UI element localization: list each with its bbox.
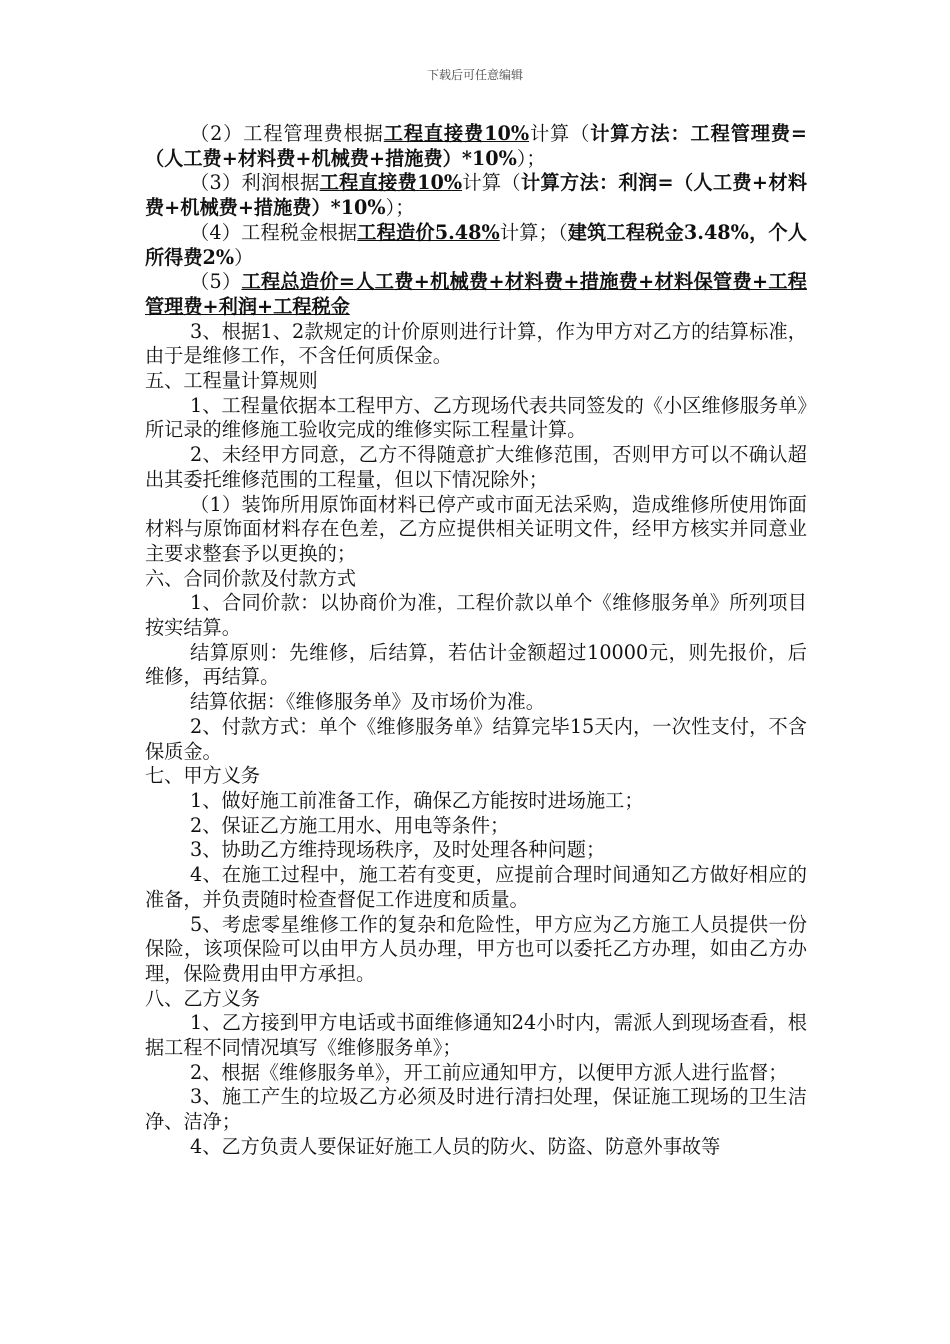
text-run: 工程直接费10% [383,122,530,145]
text-run: 5、考虑零星维修工作的复杂和危险性，甲方应为乙方施工人员提供一份保险，该项保险可以由甲方人员办理，甲方也可以委托乙方办理，如由乙方办理，保险费用由甲方承担。 [145,912,807,985]
text-run: ）； [385,196,415,220]
page-header: 下载后可任意编辑 [426,68,523,82]
paragraph [145,814,807,839]
text-run: ） [234,245,254,269]
paragraph [145,443,807,492]
text-run: 1、乙方接到甲方电话或书面维修通知24小时内，需派人到现场查看，根据工程不同情况填写《维修服务单》； [145,1011,807,1060]
text-run: 1、合同价款：以协商价为准，工程价款以单个《维修服务单》所列项目按实结算。 [145,591,807,640]
text-run: （4）工程税金根据 [190,220,358,244]
paragraph [145,171,807,220]
text-run: 计算；（ [499,220,568,244]
text-run: 计算方法：工程管理费=（人工费+材料费+机械费+措施费）*10% [145,122,808,170]
text-run: 2、根据《维修服务单》，开工前应通知甲方，以便甲方派人进行监督； [190,1060,788,1084]
text-run: （1）装饰所用原饰面材料已停产或市面无法采购，造成维修所使用饰面材料与原饰面材料存在色差，乙方应提供相关证明文件，经甲方核实并同意业主要求整套予以更换的； [145,492,807,565]
paragraph [145,838,807,863]
paragraph [145,394,807,443]
text-run: 结算依据：《维修服务单》及市场价为准。 [190,690,545,714]
text-run: 建筑工程税金3.48%，个人所得费2% [145,220,807,269]
paragraph [145,1085,807,1134]
paragraph [145,493,807,567]
section-heading [145,987,807,1012]
paragraph [145,1011,807,1060]
paragraph [145,270,807,319]
text-run: 1、做好施工前准备工作，确保乙方能按时进场施工； [190,788,644,812]
paragraph [145,1061,807,1086]
text-run: 工程直接费10% [319,171,463,195]
text-run: 计算（ [529,122,591,145]
text-run: 八、乙方义务 [145,986,261,1010]
paragraph [145,641,807,690]
text-run: 六、合同价款及付款方式 [145,566,357,590]
text-run: 3、施工产生的垃圾乙方必须及时进行清扫处理，保证施工现场的卫生洁净、洁净； [145,1085,807,1134]
paragraph [145,789,807,814]
text-run: 3、协助乙方维持现场秩序，及时处理各种问题； [190,838,606,862]
paragraph [145,863,807,912]
text-run: 结算原则：先维修，后结算，若估计金额超过10000元，则先报价，后维修，再结算。 [145,640,807,689]
text-run: 2、未经甲方同意，乙方不得随意扩大维修范围，否则甲方可以不确认超出其委托维修范围的工程量，但以下情况除外； [145,443,807,491]
paragraph [145,122,807,171]
text-run: 五、工程量计算规则 [145,369,318,393]
paragraph [145,320,807,369]
paragraph [145,715,807,764]
text-run: 计算（ [462,171,521,195]
text-run: 4、乙方负责人要保证好施工人员的防火、防盗、防意外事故等 [190,1134,721,1158]
text-run: 1、工程量依据本工程甲方、乙方现场代表共同签发的《小区维修服务单》所记录的维修施工验收完成的维修实际工程量计算。 [145,393,807,442]
document-body [145,122,807,1160]
section-heading [145,567,807,592]
paragraph [145,690,807,715]
text-run: 工程总造价=人工费+机械费+材料费+措施费+材料保管费+工程管理费+利润+工程税金 [145,270,807,318]
text-run: 2、保证乙方施工用水、用电等条件； [190,813,510,837]
section-heading [145,369,807,394]
text-run: （2）工程管理费根据 [190,122,384,145]
text-run: 工程造价5.48% [357,220,500,244]
paragraph [145,591,807,640]
section-heading [145,764,807,789]
paragraph [145,221,807,270]
text-run: 计算方法：利润=（人工费+材料费+机械费+措施费）*10% [145,171,808,220]
paragraph [145,913,807,987]
text-run: 4、在施工过程中，施工若有变更，应提前合理时间通知乙方做好相应的准备，并负责随时检查督促工作进度和质量。 [145,863,807,911]
paragraph [145,1135,807,1160]
text-run: （5） [190,270,242,294]
text-run: 3、根据1、2款规定的计价原则进行计算，作为甲方对乙方的结算标准，由于是维修工作，不含任何质保金。 [145,319,807,368]
text-run: 七、甲方义务 [145,764,261,788]
text-run: 2、付款方式：单个《维修服务单》结算完毕15天内，一次性支付，不含保质金。 [145,714,807,763]
text-run: ）； [516,146,546,170]
text-run: （3）利润根据 [190,171,320,195]
